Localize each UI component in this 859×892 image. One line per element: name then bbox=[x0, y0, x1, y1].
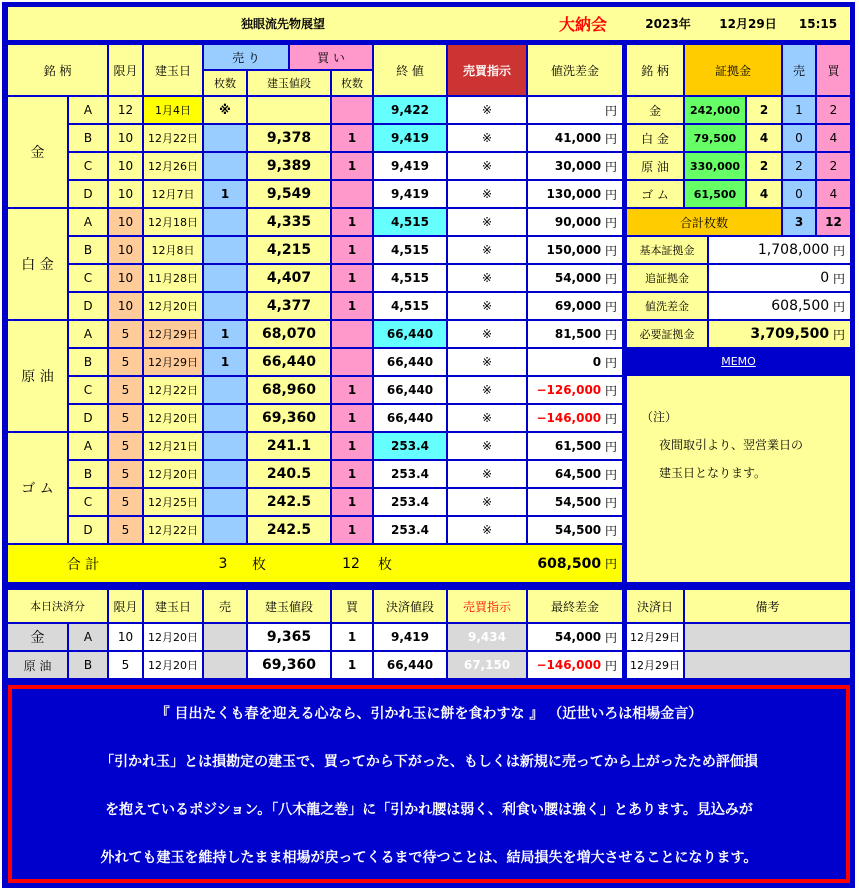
yen-unit: 円 bbox=[604, 439, 617, 454]
settle-month: 5 bbox=[109, 652, 142, 678]
row-month: 5 bbox=[109, 405, 142, 431]
settle-settle: 66,440 bbox=[374, 652, 446, 678]
yen-unit: 円 bbox=[832, 299, 845, 314]
row-date: 11月28日 bbox=[144, 265, 202, 291]
row-price: 9,389 bbox=[248, 153, 330, 179]
margin-sell: 0 bbox=[783, 181, 815, 207]
row-sell-qty bbox=[204, 433, 246, 459]
total-sell-unit: 枚 bbox=[252, 556, 266, 573]
row-price: 4,335 bbox=[248, 209, 330, 235]
summary-value: 3,709,500 円 bbox=[709, 321, 850, 347]
yen-unit: 円 bbox=[604, 159, 617, 174]
title-bar bbox=[8, 7, 850, 40]
row-price: 4,407 bbox=[248, 265, 330, 291]
margin-col-meigara: 銘 柄 bbox=[627, 45, 683, 95]
row-price: 9,378 bbox=[248, 125, 330, 151]
row-diff: −126,000 円 bbox=[528, 377, 622, 403]
row-code: A bbox=[69, 209, 107, 235]
row-price: 242.5 bbox=[248, 517, 330, 543]
row-order: ※ bbox=[448, 517, 526, 543]
row-price: 9,549 bbox=[248, 181, 330, 207]
row-buy-qty: 1 bbox=[332, 209, 372, 235]
settle-col-uri: 売 bbox=[204, 590, 246, 622]
row-buy-qty bbox=[332, 181, 372, 207]
memo-area bbox=[627, 376, 850, 582]
memo-line: 夜間取引より、翌営業日の bbox=[659, 438, 804, 452]
row-month: 10 bbox=[109, 153, 142, 179]
margin-sell: 2 bbox=[783, 153, 815, 179]
row-date: 12月21日 bbox=[144, 433, 202, 459]
margin-col-uri: 売 bbox=[783, 45, 815, 95]
row-buy-qty: 1 bbox=[332, 153, 372, 179]
yen-unit: 円 bbox=[604, 630, 617, 645]
col-header-kai: 買 い bbox=[290, 45, 372, 69]
row-sell-qty bbox=[204, 405, 246, 431]
group-name-crude: 原 油 bbox=[8, 321, 67, 431]
summary-label: 値洗差金 bbox=[627, 293, 707, 319]
row-buy-qty: 1 bbox=[332, 433, 372, 459]
row-diff: 54,500 円 bbox=[528, 517, 622, 543]
row-sell-qty bbox=[204, 265, 246, 291]
yen-unit: 円 bbox=[604, 131, 617, 146]
margin-name: 白 金 bbox=[627, 125, 683, 151]
settle-col-label: 本日決済分 bbox=[8, 590, 107, 622]
col-header-buy-qty: 枚数 bbox=[332, 71, 372, 95]
summary-value: 608,500 円 bbox=[709, 293, 850, 319]
settle-sell bbox=[204, 652, 246, 678]
yen-unit: 円 bbox=[604, 658, 617, 673]
row-order: ※ bbox=[448, 181, 526, 207]
margin-total-buy: 12 bbox=[817, 209, 850, 235]
memo-note-label: （注） bbox=[641, 410, 678, 424]
group-name-rubber: ゴ ム bbox=[8, 433, 67, 543]
row-buy-qty bbox=[332, 349, 372, 375]
row-month: 5 bbox=[109, 489, 142, 515]
row-sell-qty bbox=[204, 377, 246, 403]
quote-inner bbox=[12, 689, 846, 879]
row-diff: 81,500 円 bbox=[528, 321, 622, 347]
settle-order: 9,434 bbox=[448, 624, 526, 650]
margin-buy: 2 bbox=[817, 97, 850, 123]
yen-unit: 円 bbox=[832, 243, 845, 258]
settle-note bbox=[685, 624, 850, 650]
margin-amount: 330,000 bbox=[685, 153, 745, 179]
memo-link[interactable]: MEMO bbox=[721, 354, 756, 368]
col-header-tategyokubi: 建玉日 bbox=[144, 45, 202, 95]
row-order: ※ bbox=[448, 265, 526, 291]
row-sell-qty bbox=[204, 461, 246, 487]
yen-unit: 円 bbox=[604, 383, 617, 398]
row-code: B bbox=[69, 237, 107, 263]
margin-name: 原 油 bbox=[627, 153, 683, 179]
yen-unit: 円 bbox=[604, 215, 617, 230]
row-code: D bbox=[69, 293, 107, 319]
row-order: ※ bbox=[448, 321, 526, 347]
yen-unit: 円 bbox=[604, 243, 617, 258]
margin-name: 金 bbox=[627, 97, 683, 123]
row-order: ※ bbox=[448, 153, 526, 179]
row-order: ※ bbox=[448, 237, 526, 263]
margin-amount: 79,500 bbox=[685, 125, 745, 151]
row-date: 12月26日 bbox=[144, 153, 202, 179]
settle-col-tategyokubi: 建玉日 bbox=[144, 590, 202, 622]
row-code: C bbox=[69, 153, 107, 179]
row-buy-qty: 1 bbox=[332, 461, 372, 487]
row-date: 1月4日 bbox=[144, 97, 202, 123]
row-code: B bbox=[69, 349, 107, 375]
settle-note bbox=[685, 652, 850, 678]
settle-settle-date: 12月29日 bbox=[627, 652, 683, 678]
yen-unit: 円 bbox=[604, 299, 617, 314]
row-code: A bbox=[69, 433, 107, 459]
margin-sell: 0 bbox=[783, 125, 815, 151]
yen-unit: 円 bbox=[604, 271, 617, 286]
memo-line: 建玉日となります。 bbox=[659, 466, 767, 480]
row-diff: 0 円 bbox=[528, 349, 622, 375]
row-sell-qty: 1 bbox=[204, 321, 246, 347]
row-buy-qty bbox=[332, 97, 372, 123]
row-order: ※ bbox=[448, 125, 526, 151]
quote-box bbox=[8, 685, 850, 883]
row-sell-qty: 1 bbox=[204, 181, 246, 207]
row-date: 12月8日 bbox=[144, 237, 202, 263]
row-price: 69,360 bbox=[248, 405, 330, 431]
row-month: 5 bbox=[109, 517, 142, 543]
margin-amount: 61,500 bbox=[685, 181, 745, 207]
row-buy-qty: 1 bbox=[332, 265, 372, 291]
settle-month: 10 bbox=[109, 624, 142, 650]
row-diff bbox=[528, 97, 622, 123]
row-diff: 69,000 円 bbox=[528, 293, 622, 319]
group-name-platinum: 白 金 bbox=[8, 209, 67, 319]
settle-date: 12月20日 bbox=[144, 652, 202, 678]
row-close: 4,515 bbox=[374, 237, 446, 263]
row-buy-qty: 1 bbox=[332, 293, 372, 319]
total-label: 合 計 bbox=[66, 556, 100, 573]
row-price: 4,215 bbox=[248, 237, 330, 263]
row-sell-qty bbox=[204, 489, 246, 515]
col-header-baibai: 売買指示 bbox=[448, 45, 526, 95]
row-sell-qty bbox=[204, 237, 246, 263]
row-close: 9,419 bbox=[374, 153, 446, 179]
yen-unit: 円 bbox=[604, 355, 617, 370]
settle-name: 原 油 bbox=[8, 652, 67, 678]
margin-name: ゴ ム bbox=[627, 181, 683, 207]
row-close: 66,440 bbox=[374, 321, 446, 347]
row-price: 68,960 bbox=[248, 377, 330, 403]
row-order: ※ bbox=[448, 489, 526, 515]
summary-label: 追証拠金 bbox=[627, 265, 707, 291]
margin-amount: 242,000 bbox=[685, 97, 745, 123]
row-order: ※ bbox=[448, 349, 526, 375]
row-sell-qty bbox=[204, 153, 246, 179]
settle-col-gengetsu: 限月 bbox=[109, 590, 142, 622]
yen-unit: 円 bbox=[604, 467, 617, 482]
row-order: ※ bbox=[448, 377, 526, 403]
yen-unit: 円 bbox=[604, 327, 617, 342]
yen-unit: 円 bbox=[604, 523, 617, 538]
margin-col-shokokin: 証拠金 bbox=[685, 45, 781, 95]
settle-settle: 9,419 bbox=[374, 624, 446, 650]
row-close: 66,440 bbox=[374, 405, 446, 431]
row-close: 4,515 bbox=[374, 265, 446, 291]
row-price: 4,377 bbox=[248, 293, 330, 319]
row-sell-qty: 1 bbox=[204, 349, 246, 375]
yen-unit: 円 bbox=[604, 557, 617, 571]
row-close: 66,440 bbox=[374, 377, 446, 403]
settle-name: 金 bbox=[8, 624, 67, 650]
row-date: 12月25日 bbox=[144, 489, 202, 515]
margin-buy: 2 bbox=[817, 153, 850, 179]
row-order: ※ bbox=[448, 209, 526, 235]
row-month: 10 bbox=[109, 237, 142, 263]
row-month: 5 bbox=[109, 377, 142, 403]
settle-col-settle: 決済値段 bbox=[374, 590, 446, 622]
row-sell-qty bbox=[204, 517, 246, 543]
row-price bbox=[248, 97, 330, 123]
row-month: 12 bbox=[109, 97, 142, 123]
row-price: 68,070 bbox=[248, 321, 330, 347]
row-code: A bbox=[69, 321, 107, 347]
quote-line: を抱えているポジション。「八木龍之巻」に「引かれ腰は弱く、利食い腰は強く」とあります。見込みが bbox=[105, 802, 753, 818]
row-diff: 90,000 円 bbox=[528, 209, 622, 235]
row-month: 10 bbox=[109, 265, 142, 291]
row-diff: 61,500 円 bbox=[528, 433, 622, 459]
row-close: 4,515 bbox=[374, 293, 446, 319]
row-date: 12月20日 bbox=[144, 461, 202, 487]
settle-final: 54,000 円 bbox=[528, 624, 622, 650]
quote-line: 「引かれ玉」とは損勘定の建玉で、買ってから下がった、もしくは新規に売ってから上がったため評価損 bbox=[100, 754, 758, 770]
row-date: 12月29日 bbox=[144, 321, 202, 347]
row-month: 10 bbox=[109, 209, 142, 235]
summary-label: 基本証拠金 bbox=[627, 237, 707, 263]
row-buy-qty: 1 bbox=[332, 405, 372, 431]
row-code: D bbox=[69, 405, 107, 431]
row-order: ※ bbox=[448, 97, 526, 123]
margin-count: 4 bbox=[747, 181, 781, 207]
row-date: 12月7日 bbox=[144, 181, 202, 207]
year-label: 2023年 bbox=[645, 17, 691, 31]
row-diff: 54,000 円 bbox=[528, 265, 622, 291]
row-sell-qty bbox=[204, 125, 246, 151]
margin-total-sell: 3 bbox=[783, 209, 815, 235]
margin-count: 4 bbox=[747, 125, 781, 151]
row-buy-qty bbox=[332, 321, 372, 347]
margin-col-kai: 買 bbox=[817, 45, 850, 95]
row-code: C bbox=[69, 489, 107, 515]
total-buy: 12 bbox=[342, 555, 360, 572]
margin-buy: 4 bbox=[817, 125, 850, 151]
margin-sell: 1 bbox=[783, 97, 815, 123]
row-buy-qty: 1 bbox=[332, 237, 372, 263]
row-price: 242.5 bbox=[248, 489, 330, 515]
row-date: 12月18日 bbox=[144, 209, 202, 235]
group-name-gold: 金 bbox=[8, 97, 67, 207]
row-date: 12月20日 bbox=[144, 293, 202, 319]
row-month: 5 bbox=[109, 461, 142, 487]
row-diff: 41,000 円 bbox=[528, 125, 622, 151]
settle-col-kai: 買 bbox=[332, 590, 372, 622]
total-buy-unit: 枚 bbox=[378, 556, 392, 573]
yen-unit: 円 bbox=[604, 103, 617, 118]
time-label: 15:15 bbox=[798, 16, 838, 31]
col-header-neaarai: 値洗差金 bbox=[528, 45, 622, 95]
row-diff: −146,000 円 bbox=[528, 405, 622, 431]
col-header-sell-qty: 枚数 bbox=[204, 71, 246, 95]
quote-line: 外れても建玉を維持したまま相場が戻ってくるまで待つことは、結局損失を増大させることになります。 bbox=[100, 850, 758, 866]
col-header-meigara: 銘 柄 bbox=[8, 45, 107, 95]
row-close: 253.4 bbox=[374, 489, 446, 515]
row-close: 9,422 bbox=[374, 97, 446, 123]
row-diff: 54,500 円 bbox=[528, 489, 622, 515]
row-month: 10 bbox=[109, 125, 142, 151]
row-price: 240.5 bbox=[248, 461, 330, 487]
settle-col-final: 最終差金 bbox=[528, 590, 622, 622]
settle-col-note: 備考 bbox=[685, 590, 850, 622]
row-sell-qty bbox=[204, 293, 246, 319]
row-buy-qty: 1 bbox=[332, 125, 372, 151]
total-diff: 608,500 円 bbox=[537, 555, 617, 572]
row-buy-qty: 1 bbox=[332, 377, 372, 403]
row-buy-qty: 1 bbox=[332, 517, 372, 543]
row-date: 12月20日 bbox=[144, 405, 202, 431]
settle-date: 12月20日 bbox=[144, 624, 202, 650]
row-order: ※ bbox=[448, 405, 526, 431]
settle-code: B bbox=[69, 652, 107, 678]
row-close: 253.4 bbox=[374, 433, 446, 459]
row-order: ※ bbox=[448, 433, 526, 459]
margin-count: 2 bbox=[747, 97, 781, 123]
margin-count: 2 bbox=[747, 153, 781, 179]
settle-settle-date: 12月29日 bbox=[627, 624, 683, 650]
row-month: 5 bbox=[109, 433, 142, 459]
row-order: ※ bbox=[448, 461, 526, 487]
yen-unit: 円 bbox=[604, 495, 617, 510]
date-label: 12月29日 bbox=[719, 17, 777, 31]
row-month: 10 bbox=[109, 293, 142, 319]
row-close: 66,440 bbox=[374, 349, 446, 375]
summary-value: 0 円 bbox=[709, 265, 850, 291]
settle-code: A bbox=[69, 624, 107, 650]
row-diff: 130,000 円 bbox=[528, 181, 622, 207]
row-month: 5 bbox=[109, 349, 142, 375]
row-month: 5 bbox=[109, 321, 142, 347]
yen-unit: 円 bbox=[832, 327, 845, 342]
row-order: ※ bbox=[448, 293, 526, 319]
settle-buy: 1 bbox=[332, 652, 372, 678]
row-date: 12月22日 bbox=[144, 377, 202, 403]
row-price: 66,440 bbox=[248, 349, 330, 375]
row-code: A bbox=[69, 97, 107, 123]
row-date: 12月22日 bbox=[144, 517, 202, 543]
settle-sell bbox=[204, 624, 246, 650]
settle-buy: 1 bbox=[332, 624, 372, 650]
row-close: 253.4 bbox=[374, 461, 446, 487]
settle-col-order: 売買指示 bbox=[448, 590, 526, 622]
row-code: D bbox=[69, 517, 107, 543]
yen-unit: 円 bbox=[604, 411, 617, 426]
row-code: B bbox=[69, 125, 107, 151]
settle-price: 9,365 bbox=[248, 624, 330, 650]
settle-price: 69,360 bbox=[248, 652, 330, 678]
row-code: C bbox=[69, 377, 107, 403]
settle-col-date: 決済日 bbox=[627, 590, 683, 622]
row-date: 12月22日 bbox=[144, 125, 202, 151]
col-header-owarine: 終 値 bbox=[374, 45, 446, 95]
row-month: 10 bbox=[109, 181, 142, 207]
row-price: 241.1 bbox=[248, 433, 330, 459]
settle-col-price: 建玉値段 bbox=[248, 590, 330, 622]
row-buy-qty: 1 bbox=[332, 489, 372, 515]
yen-unit: 円 bbox=[604, 187, 617, 202]
summary-value: 1,708,000 円 bbox=[709, 237, 850, 263]
row-sell-qty: ※ bbox=[204, 97, 246, 123]
margin-buy: 4 bbox=[817, 181, 850, 207]
row-close: 4,515 bbox=[374, 209, 446, 235]
row-diff: 150,000 円 bbox=[528, 237, 622, 263]
yen-unit: 円 bbox=[832, 271, 845, 286]
row-code: D bbox=[69, 181, 107, 207]
total-sell: 3 bbox=[218, 555, 228, 572]
row-diff: 64,500 円 bbox=[528, 461, 622, 487]
quote-line: 『 目出たくも春を迎える心なら、引かれ玉に餅を食わすな 』 （近世いろは相場金言） bbox=[155, 706, 703, 722]
settle-order: 67,150 bbox=[448, 652, 526, 678]
total-row bbox=[8, 545, 622, 582]
col-header-gengetsu: 限月 bbox=[109, 45, 142, 95]
page-title: 独眼流先物展望 bbox=[240, 17, 325, 31]
summary-label: 必要証拠金 bbox=[627, 321, 707, 347]
row-close: 253.4 bbox=[374, 517, 446, 543]
settle-final: −146,000 円 bbox=[528, 652, 622, 678]
margin-total-label: 合計枚数 bbox=[627, 209, 781, 235]
row-close: 9,419 bbox=[374, 125, 446, 151]
row-sell-qty bbox=[204, 209, 246, 235]
col-header-price: 建玉値段 bbox=[248, 71, 330, 95]
row-close: 9,419 bbox=[374, 181, 446, 207]
col-header-uri: 売 り bbox=[204, 45, 288, 69]
row-code: B bbox=[69, 461, 107, 487]
row-code: C bbox=[69, 265, 107, 291]
event-label: 大納会 bbox=[558, 15, 607, 34]
row-date: 12月29日 bbox=[144, 349, 202, 375]
row-diff: 30,000 円 bbox=[528, 153, 622, 179]
